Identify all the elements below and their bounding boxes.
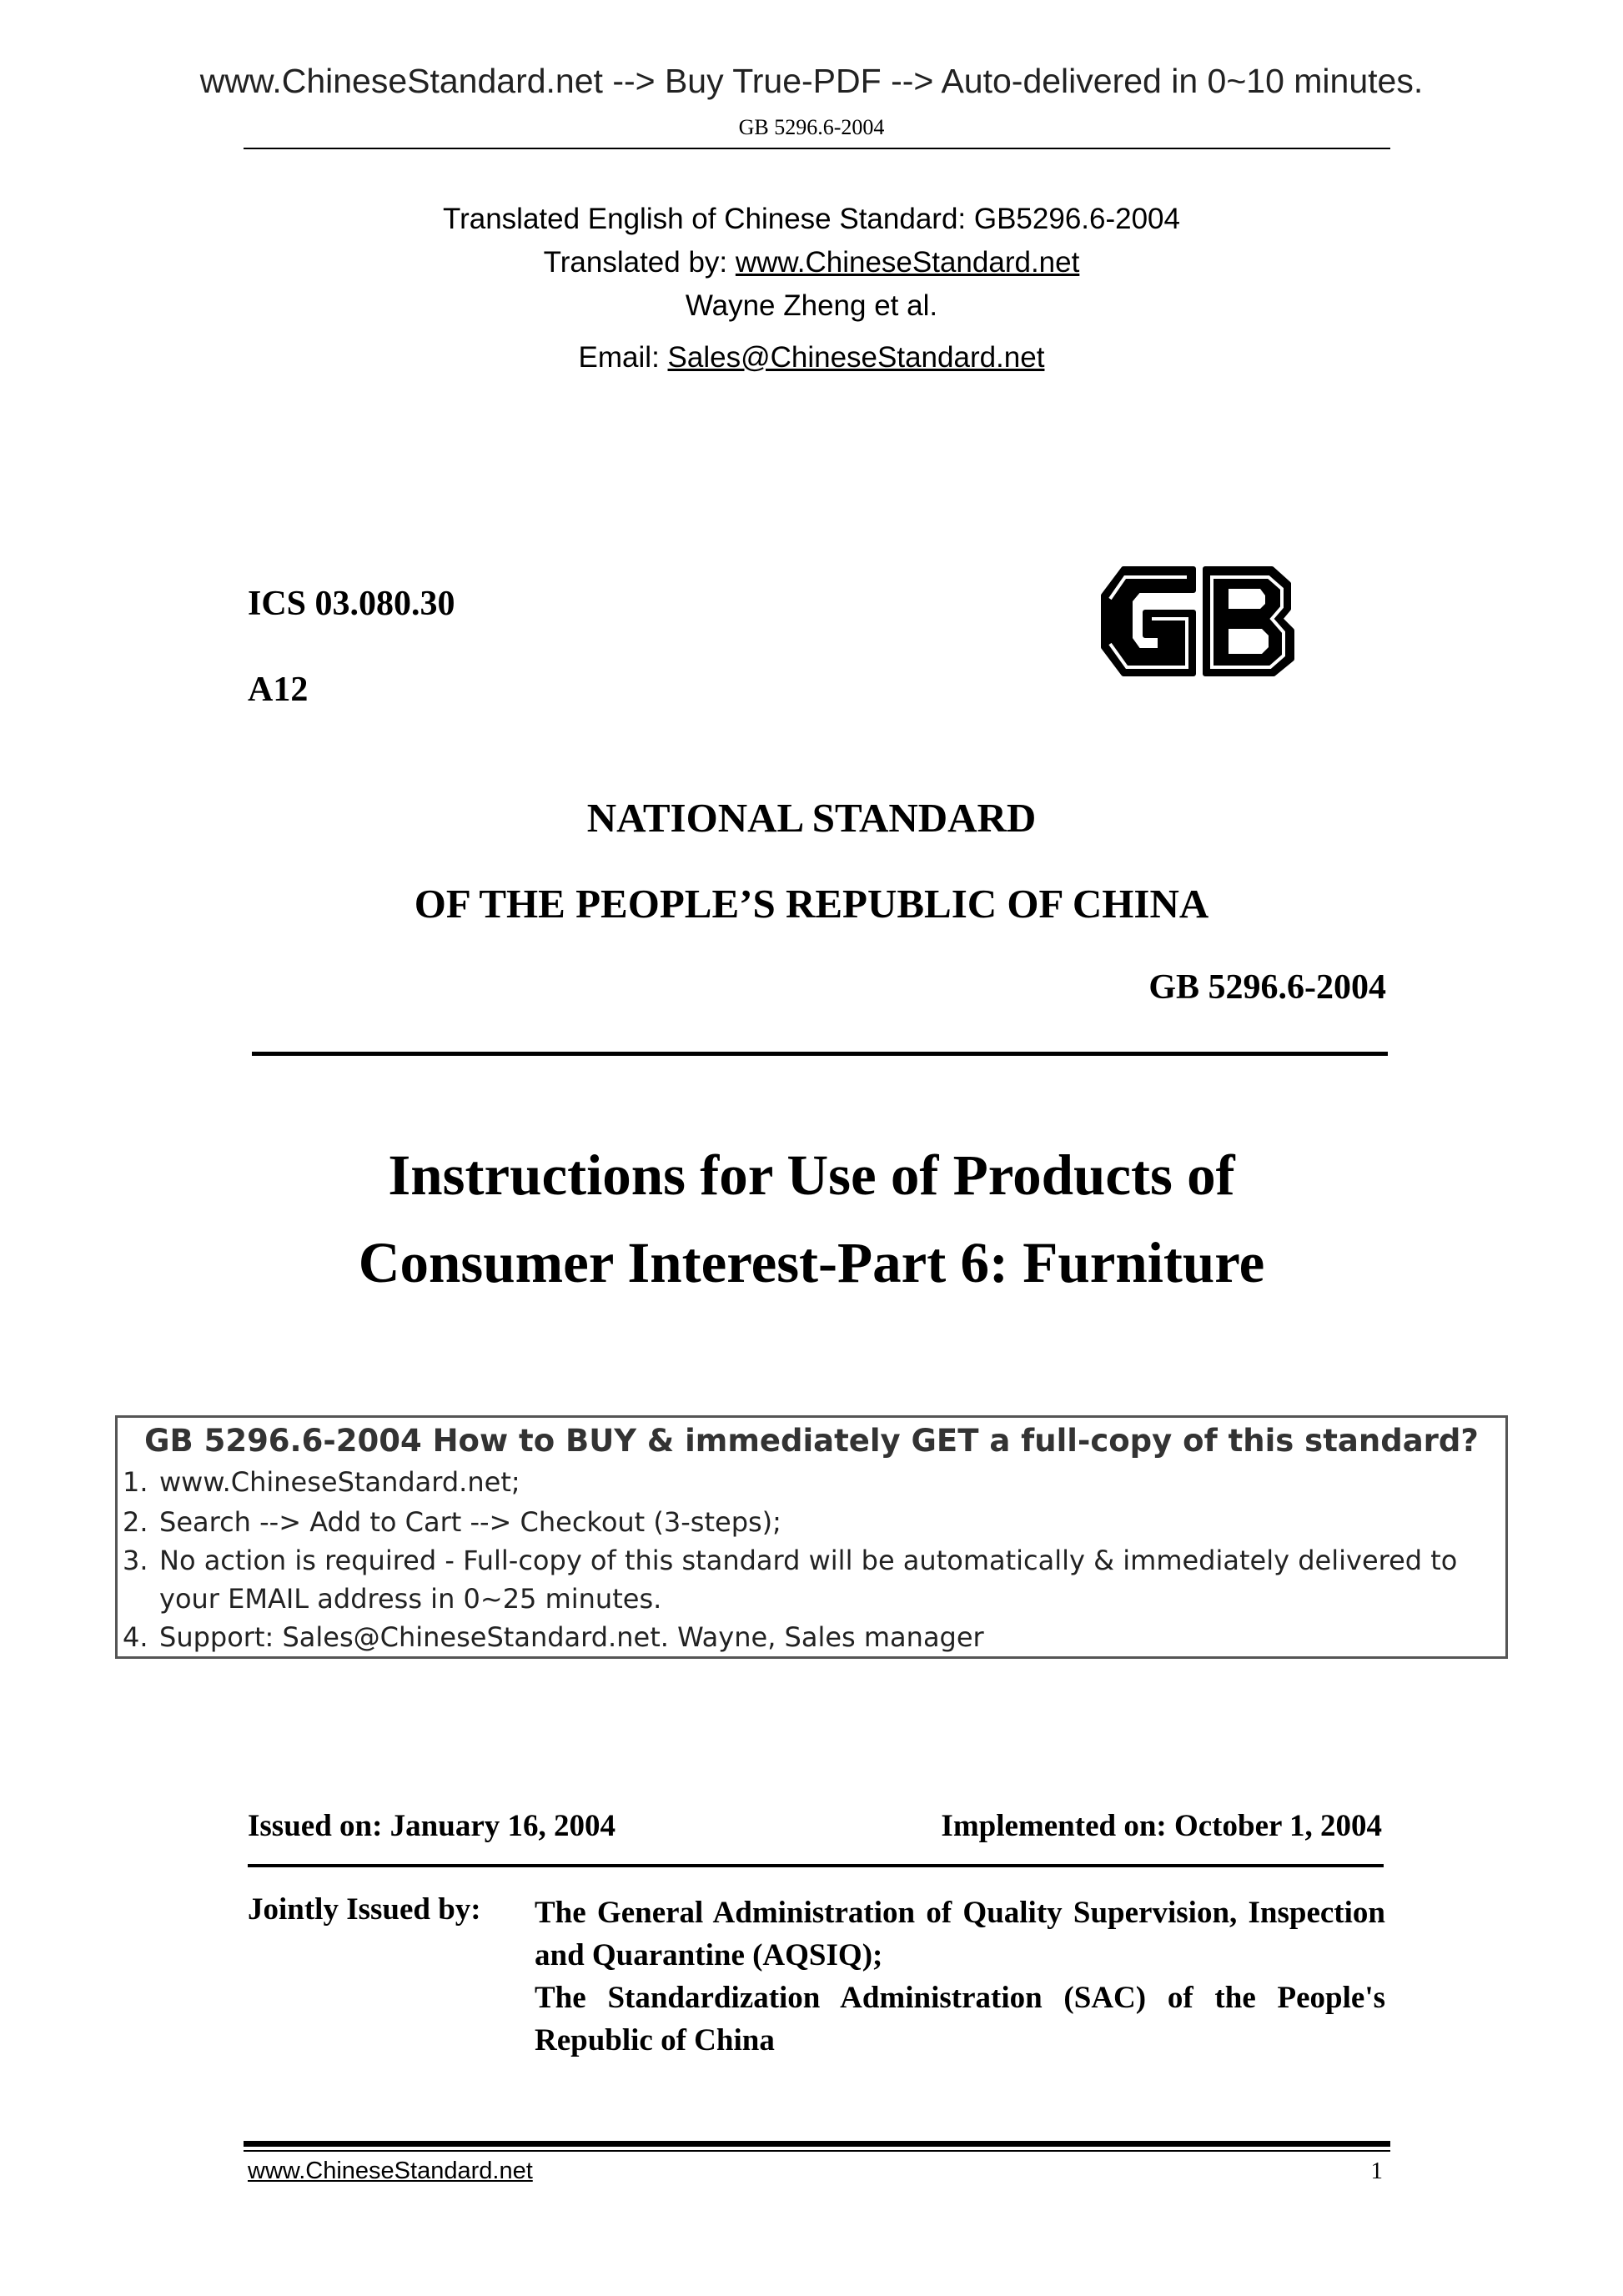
issuer-sac: The Standardization Administration (SAC) of the People's Republic of China [535, 1981, 1385, 2057]
translated-by-link[interactable]: www.ChineseStandard.net [735, 246, 1080, 279]
email-line [0, 341, 1623, 374]
national-standard-heading: NATIONAL STANDARD [586, 795, 1037, 841]
purchase-heading: GB 5296.6-2004 How to BUY & immediately GET a full-copy of this standard? [144, 1423, 1479, 1459]
list-item: 4. Support: Sales@ChineseStandard.net. Wayne, Sales manager [123, 1621, 984, 1653]
classification-code: A12 [248, 671, 309, 709]
list-item: 3. No action is required - Full-copy of this standard will be automatically & immediately delivered to [123, 1545, 1458, 1576]
title-rule [252, 1052, 1388, 1056]
translated-by-label: Translated by: [543, 246, 736, 279]
list-item-continuation: your EMAIL address in 0~25 minutes. [159, 1583, 662, 1615]
issuer-list [535, 1892, 1385, 2062]
footer-link[interactable]: www.ChineseStandard.net [248, 2158, 533, 2184]
implemented-date: Implemented on: October 1, 2004 [941, 1809, 1382, 1843]
page-number: 1 [1370, 2158, 1383, 2184]
header-rule [244, 148, 1390, 149]
gb-logo [1095, 552, 1300, 686]
header-code: GB 5296.6-2004 [738, 115, 885, 139]
purchase-info-box [115, 1415, 1508, 1659]
footer-rule-thick [244, 2141, 1390, 2147]
document-title-line-1: Instructions for Use of Products of [388, 1143, 1235, 1207]
jointly-issued-label: Jointly Issued by: [248, 1892, 481, 1927]
document-title-line-2: Consumer Interest-Part 6: Furniture [358, 1231, 1265, 1294]
footer-rule-thin [244, 2150, 1390, 2152]
top-banner: www.ChineseStandard.net --> Buy True-PDF --> Auto-delivered in 0~10 minutes. [199, 62, 1424, 100]
standard-number: GB 5296.6-2004 [1148, 968, 1386, 1007]
republic-heading: OF THE PEOPLE’S REPUBLIC OF CHINA [414, 881, 1209, 927]
translated-by-line [0, 246, 1623, 279]
issuer-aqsiq: The General Administration of Quality Supervision, Inspection and Quarantine (AQSIQ); [535, 1896, 1385, 1972]
email-link[interactable]: Sales@ChineseStandard.net [667, 341, 1045, 374]
issued-date: Issued on: January 16, 2004 [248, 1809, 616, 1843]
email-label: Email: [578, 341, 668, 374]
dates-rule [248, 1864, 1384, 1867]
list-item: 2. Search --> Add to Cart --> Checkout (3-steps); [123, 1506, 781, 1538]
translation-line: Translated English of Chinese Standard: GB5296.6-2004 [443, 203, 1180, 235]
translator-name: Wayne Zheng et al. [685, 289, 938, 322]
list-item: 1. www.ChineseStandard.net; [123, 1466, 520, 1498]
ics-code: ICS 03.080.30 [248, 585, 455, 623]
